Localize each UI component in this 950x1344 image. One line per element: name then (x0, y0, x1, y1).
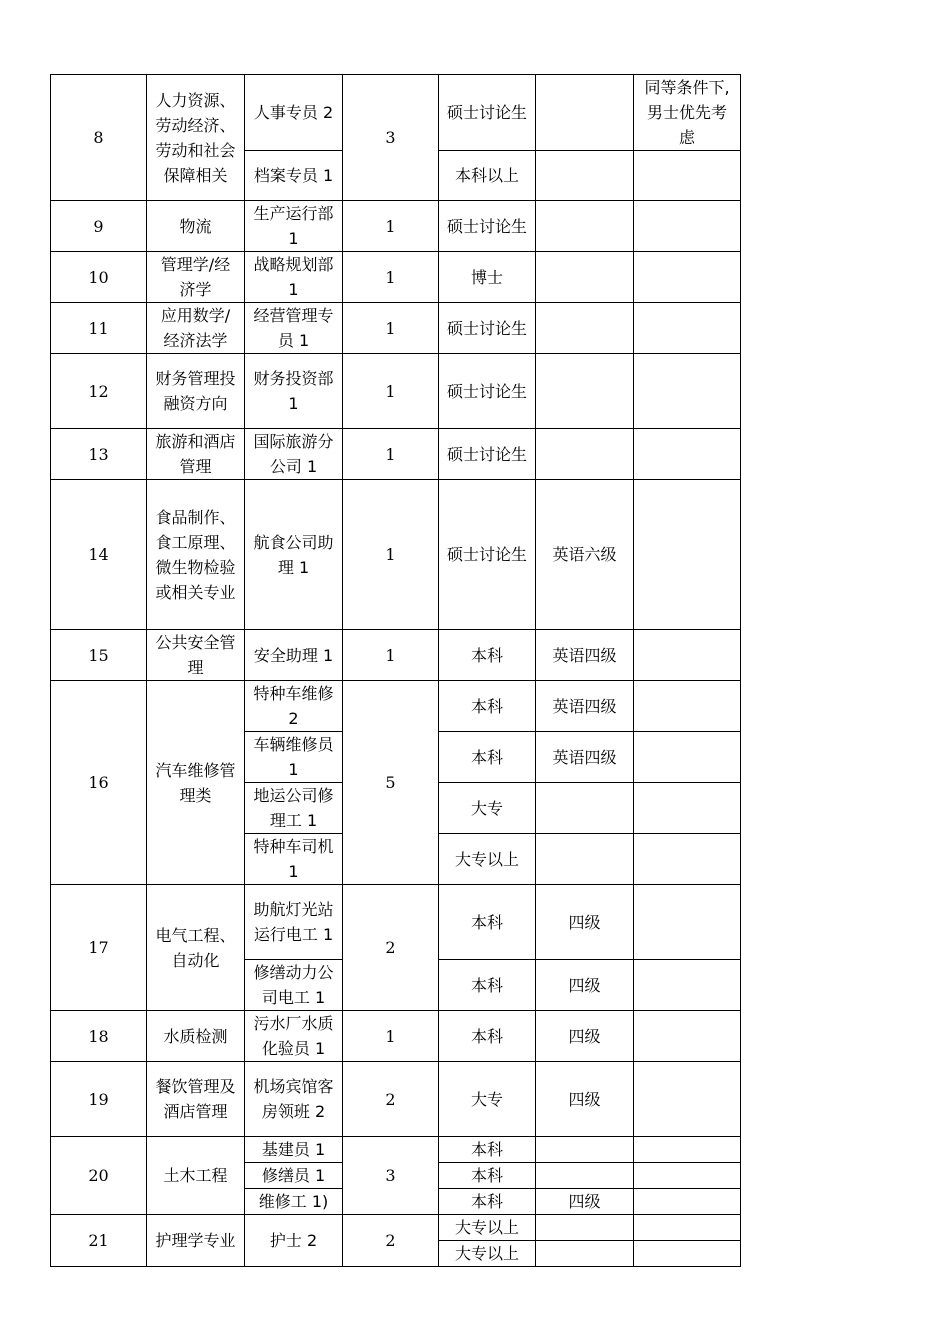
note-cell (634, 201, 741, 252)
education-cell: 大专 (439, 1062, 536, 1137)
education-cell: 大专以上 (439, 1215, 536, 1241)
note-cell: 同等条件下,男士优先考虑 (634, 75, 741, 151)
language-cell (536, 834, 634, 885)
major-cell: 应用数学/经济法学 (147, 303, 245, 354)
table-row (51, 429, 741, 480)
language-cell: 四级 (536, 1189, 634, 1215)
position-cell: 地运公司修理工 1 (245, 783, 343, 834)
language-cell: 四级 (536, 1011, 634, 1062)
language-cell (536, 354, 634, 429)
note-cell (634, 1011, 741, 1062)
headcount-cell: 3 (343, 75, 439, 201)
row-number: 10 (51, 252, 147, 303)
headcount-cell: 1 (343, 354, 439, 429)
position-cell: 生产运行部 1 (245, 201, 343, 252)
row-number: 21 (51, 1215, 147, 1267)
education-cell: 硕士讨论生 (439, 429, 536, 480)
note-cell (634, 1189, 741, 1215)
language-cell (536, 1137, 634, 1163)
major-cell: 食品制作、食工原理、微生物检验或相关专业 (147, 480, 245, 630)
row-number: 19 (51, 1062, 147, 1137)
note-cell (634, 783, 741, 834)
education-cell: 硕士讨论生 (439, 480, 536, 630)
row-number: 12 (51, 354, 147, 429)
language-cell (536, 151, 634, 201)
language-cell: 四级 (536, 1062, 634, 1137)
row-number: 14 (51, 480, 147, 630)
row-number: 8 (51, 75, 147, 201)
note-cell (634, 1241, 741, 1267)
position-cell: 航食公司助理 1 (245, 480, 343, 630)
major-cell: 物流 (147, 201, 245, 252)
language-cell (536, 201, 634, 252)
education-cell: 大专以上 (439, 1241, 536, 1267)
row-number: 20 (51, 1137, 147, 1215)
major-cell: 餐饮管理及酒店管理 (147, 1062, 245, 1137)
education-cell: 本科 (439, 960, 536, 1011)
position-cell: 修缮员 1 (245, 1163, 343, 1189)
table-body (51, 75, 741, 1267)
row-number: 15 (51, 630, 147, 681)
position-cell: 特种车维修 2 (245, 681, 343, 732)
language-cell (536, 783, 634, 834)
major-cell: 旅游和酒店管理 (147, 429, 245, 480)
table-row (51, 1215, 741, 1241)
note-cell (634, 429, 741, 480)
position-cell: 污水厂水质化验员 1 (245, 1011, 343, 1062)
language-cell (536, 429, 634, 480)
note-cell (634, 1137, 741, 1163)
position-cell: 经营管理专员 1 (245, 303, 343, 354)
major-cell: 护理学专业 (147, 1215, 245, 1267)
table-row (51, 681, 741, 732)
row-number: 18 (51, 1011, 147, 1062)
education-cell: 硕士讨论生 (439, 201, 536, 252)
position-cell: 助航灯光站运行电工 1 (245, 885, 343, 960)
major-cell: 水质检测 (147, 1011, 245, 1062)
education-cell: 博士 (439, 252, 536, 303)
note-cell (634, 1163, 741, 1189)
note-cell (634, 151, 741, 201)
table-row (51, 885, 741, 960)
table-row (51, 480, 741, 630)
row-number: 13 (51, 429, 147, 480)
position-cell: 护士 2 (245, 1215, 343, 1267)
education-cell: 本科 (439, 885, 536, 960)
major-cell: 电气工程、自动化 (147, 885, 245, 1011)
education-cell: 本科 (439, 630, 536, 681)
education-cell: 大专 (439, 783, 536, 834)
note-cell (634, 630, 741, 681)
language-cell: 英语四级 (536, 630, 634, 681)
row-number: 9 (51, 201, 147, 252)
headcount-cell: 1 (343, 252, 439, 303)
note-cell (634, 1215, 741, 1241)
note-cell (634, 303, 741, 354)
position-cell: 国际旅游分公司 1 (245, 429, 343, 480)
note-cell (634, 834, 741, 885)
education-cell: 本科以上 (439, 151, 536, 201)
position-cell: 修缮动力公司电工 1 (245, 960, 343, 1011)
language-cell (536, 1215, 634, 1241)
row-number: 17 (51, 885, 147, 1011)
note-cell (634, 681, 741, 732)
position-cell: 人事专员 2 (245, 75, 343, 151)
headcount-cell: 5 (343, 681, 439, 885)
headcount-cell: 2 (343, 1062, 439, 1137)
position-cell: 车辆维修员 1 (245, 732, 343, 783)
education-cell: 硕士讨论生 (439, 75, 536, 151)
note-cell (634, 885, 741, 960)
education-cell: 本科 (439, 1011, 536, 1062)
education-cell: 本科 (439, 681, 536, 732)
major-cell: 财务管理投融资方向 (147, 354, 245, 429)
headcount-cell: 2 (343, 1215, 439, 1267)
language-cell (536, 303, 634, 354)
headcount-cell: 1 (343, 303, 439, 354)
table-row (51, 354, 741, 429)
row-number: 16 (51, 681, 147, 885)
language-cell (536, 1241, 634, 1267)
language-cell (536, 75, 634, 151)
major-cell: 土木工程 (147, 1137, 245, 1215)
position-cell: 特种车司机 1 (245, 834, 343, 885)
education-cell: 大专以上 (439, 834, 536, 885)
position-cell: 基建员 1 (245, 1137, 343, 1163)
language-cell: 四级 (536, 885, 634, 960)
headcount-cell: 1 (343, 201, 439, 252)
major-cell: 人力资源、劳动经济、劳动和社会保障相关 (147, 75, 245, 201)
major-cell: 汽车维修管理类 (147, 681, 245, 885)
position-cell: 战略规划部 1 (245, 252, 343, 303)
table-row (51, 303, 741, 354)
table-row (51, 1062, 741, 1137)
table-row (51, 1137, 741, 1163)
education-cell: 本科 (439, 1163, 536, 1189)
table-row (51, 252, 741, 303)
headcount-cell: 1 (343, 429, 439, 480)
note-cell (634, 960, 741, 1011)
language-cell (536, 1163, 634, 1189)
table-row (51, 201, 741, 252)
table-row (51, 630, 741, 681)
major-cell: 管理学/经济学 (147, 252, 245, 303)
note-cell (634, 1062, 741, 1137)
position-cell: 档案专员 1 (245, 151, 343, 201)
table-row (51, 1011, 741, 1062)
language-cell: 英语四级 (536, 732, 634, 783)
education-cell: 本科 (439, 1137, 536, 1163)
headcount-cell: 1 (343, 1011, 439, 1062)
note-cell (634, 480, 741, 630)
major-cell: 公共安全管理 (147, 630, 245, 681)
table-row (51, 75, 741, 151)
headcount-cell: 1 (343, 480, 439, 630)
language-cell: 四级 (536, 960, 634, 1011)
headcount-cell: 2 (343, 885, 439, 1011)
position-cell: 维修工 1) (245, 1189, 343, 1215)
education-cell: 硕士讨论生 (439, 303, 536, 354)
education-cell: 本科 (439, 1189, 536, 1215)
headcount-cell: 1 (343, 630, 439, 681)
row-number: 11 (51, 303, 147, 354)
position-cell: 机场宾馆客房领班 2 (245, 1062, 343, 1137)
note-cell (634, 732, 741, 783)
note-cell (634, 354, 741, 429)
note-cell (634, 252, 741, 303)
education-cell: 本科 (439, 732, 536, 783)
headcount-cell: 3 (343, 1137, 439, 1215)
language-cell: 英语四级 (536, 681, 634, 732)
language-cell: 英语六级 (536, 480, 634, 630)
language-cell (536, 252, 634, 303)
recruitment-table (50, 74, 741, 1267)
position-cell: 财务投资部 1 (245, 354, 343, 429)
position-cell: 安全助理 1 (245, 630, 343, 681)
education-cell: 硕士讨论生 (439, 354, 536, 429)
